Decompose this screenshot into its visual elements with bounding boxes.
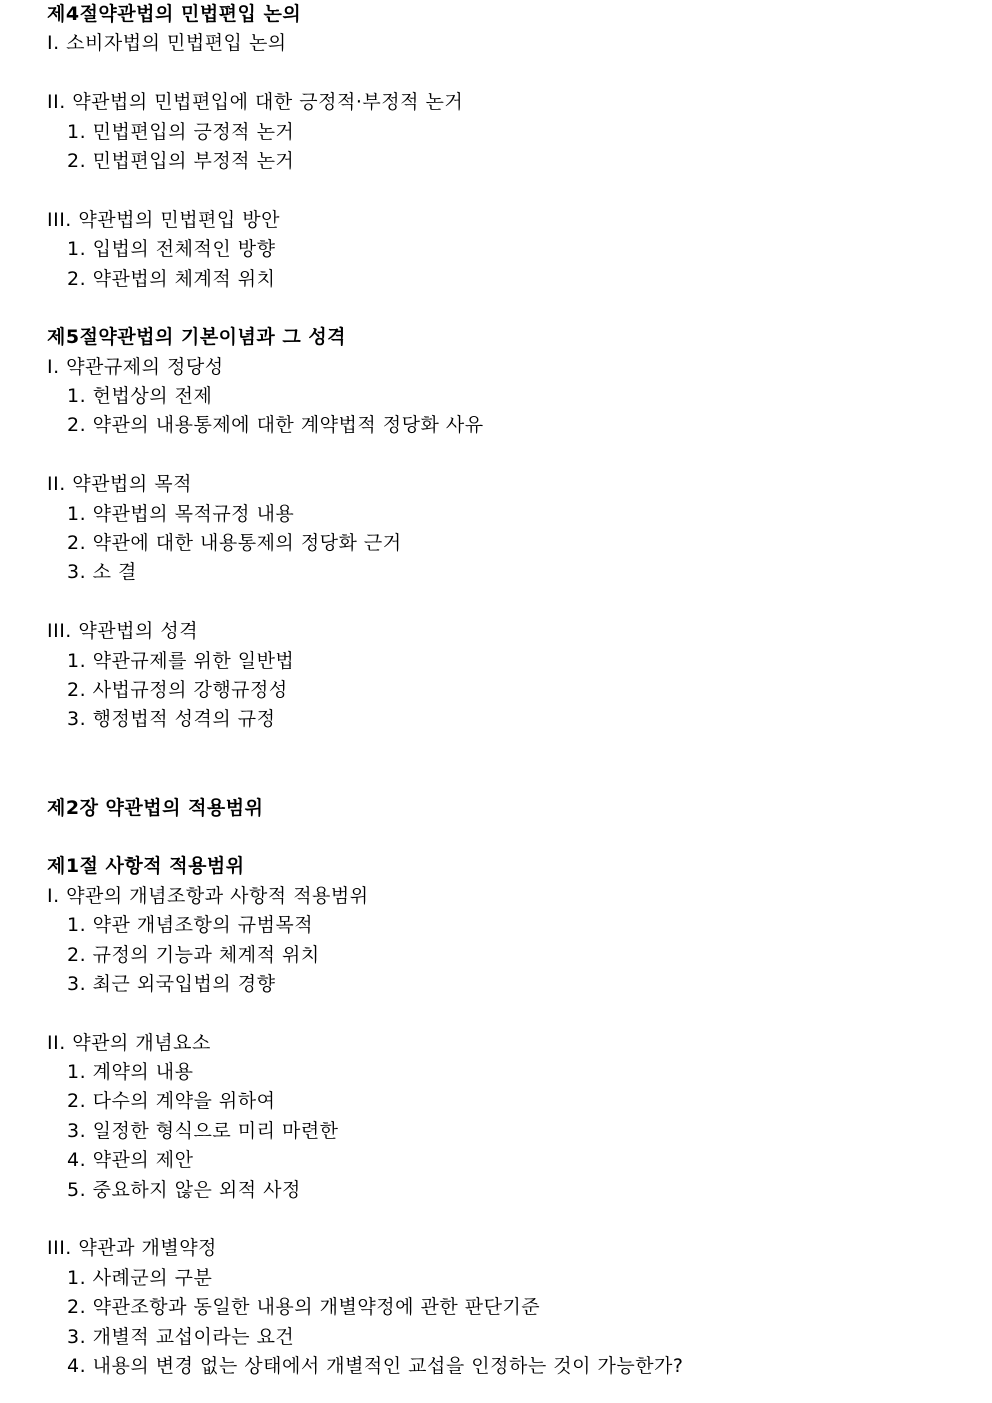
section-heading: I. 소비자법의 민법편입 논의 xyxy=(47,32,287,55)
list-item: 3. 행정법적 성격의 규정 xyxy=(67,708,276,731)
list-item: 4. 약관의 제안 xyxy=(67,1149,194,1172)
section-heading: III. 약관과 개별약정 xyxy=(47,1237,217,1260)
list-item: 1. 입법의 전체적인 방향 xyxy=(67,238,276,261)
spacer xyxy=(47,735,977,764)
document-page xyxy=(47,0,977,1381)
spacer xyxy=(47,294,977,323)
spacer xyxy=(47,441,977,470)
section-heading: III. 약관법의 민법편입 방안 xyxy=(47,208,281,231)
list-item: 1. 민법편입의 긍정적 논거 xyxy=(67,120,295,143)
spacer xyxy=(47,823,977,852)
list-item: 2. 사법규정의 강행규정성 xyxy=(67,678,288,701)
list-item: 5. 중요하지 않은 외적 사정 xyxy=(67,1178,301,1201)
list-item: 2. 다수의 계약을 위하여 xyxy=(67,1090,276,1113)
list-item: 2. 약관법의 체계적 위치 xyxy=(67,267,276,290)
section-heading: II. 약관의 개념요소 xyxy=(47,1031,211,1054)
list-item: 3. 최근 외국입법의 경향 xyxy=(67,972,276,995)
chapter-heading: 제4절약관법의 민법편입 논의 xyxy=(47,3,302,25)
list-item: 2. 약관에 대한 내용통제의 정당화 근거 xyxy=(67,532,402,555)
list-item: 1. 약관규제를 위한 일반법 xyxy=(67,649,295,672)
spacer xyxy=(47,764,977,793)
list-item: 4. 내용의 변경 없는 상태에서 개별적인 교섭을 인정하는 것이 가능한가? xyxy=(67,1354,684,1377)
chapter-heading: 제2장 약관법의 적용범위 xyxy=(47,796,264,819)
list-item: 1. 약관법의 목적규정 내용 xyxy=(67,502,295,525)
section-heading: II. 약관법의 민법편입에 대한 긍정적·부정적 논거 xyxy=(47,91,464,114)
list-item: 2. 규정의 기능과 체계적 위치 xyxy=(67,943,320,966)
list-item: 1. 계약의 내용 xyxy=(67,1061,194,1084)
list-item: 3. 일정한 형식으로 미리 마련한 xyxy=(67,1119,339,1142)
list-item: 3. 개별적 교섭이라는 요건 xyxy=(67,1325,295,1348)
list-item: 1. 헌법상의 전제 xyxy=(67,385,213,408)
list-item: 2. 약관조항과 동일한 내용의 개별약정에 관한 판단기준 xyxy=(67,1296,541,1319)
chapter-heading: 제5절약관법의 기본이념과 그 성격 xyxy=(47,326,347,349)
list-item: 2. 약관의 내용통제에 대한 계약법적 정당화 사유 xyxy=(67,414,484,437)
list-item: 1. 약관 개념조항의 규범목적 xyxy=(67,914,314,937)
list-item: 2. 민법편입의 부정적 논거 xyxy=(67,149,295,172)
spacer xyxy=(47,588,977,617)
spacer xyxy=(47,999,977,1028)
list-item: 1. 사례군의 구분 xyxy=(67,1266,213,1289)
section-heading: II. 약관법의 목적 xyxy=(47,473,192,496)
spacer xyxy=(47,176,977,205)
spacer xyxy=(47,59,977,88)
section-heading: I. 약관규제의 정당성 xyxy=(47,355,224,378)
section-heading: I. 약관의 개념조항과 사항적 적용범위 xyxy=(47,884,369,907)
spacer xyxy=(47,1205,977,1234)
chapter-heading: 제1절 사항적 적용범위 xyxy=(47,855,245,878)
list-item: 3. 소 결 xyxy=(67,561,137,584)
section-heading: III. 약관법의 성격 xyxy=(47,620,199,643)
